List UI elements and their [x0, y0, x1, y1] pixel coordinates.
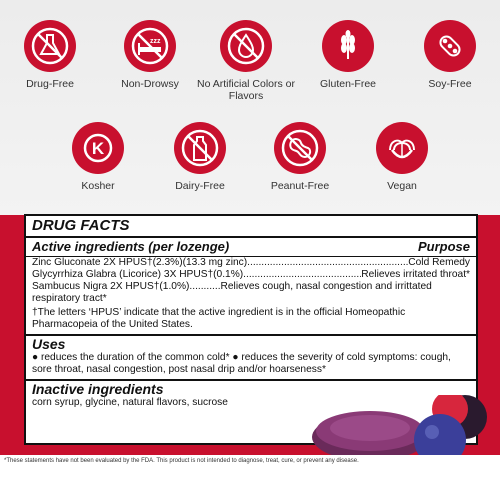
- drop-icon: [226, 26, 266, 66]
- leaf-icon: [382, 128, 422, 168]
- milk-bottle-icon: [180, 128, 220, 168]
- hpus-note: †The letters ‘HPUS’ indicate that the active ingredient is in the official Homeopathic Pharmacopeia of the United States.: [32, 307, 406, 330]
- inactive-ingredients-text: corn syrup, glycine, natural flavors, sucrose: [32, 397, 228, 408]
- inactive-ingredients-header: Inactive ingredients: [26, 379, 476, 397]
- active-header-label: Active ingredients (per lozenge): [32, 239, 230, 254]
- svg-text:K: K: [91, 139, 105, 158]
- fda-disclaimer: *These statements have not been evaluated by the FDA. This product is not intended to diagnose, treat, cure, or prevent any disease.: [0, 455, 500, 500]
- badge-label: Soy-Free: [428, 78, 472, 90]
- kosher-k-icon: [78, 128, 118, 168]
- ingredient-row: [32, 269, 470, 281]
- badge-non-drowsy: [100, 20, 200, 90]
- drug-facts-title: DRUG FACTS: [26, 216, 476, 238]
- badge-kosher: [48, 122, 148, 192]
- badge-label: Drug-Free: [26, 78, 74, 90]
- ingredient-row: [32, 257, 470, 269]
- leader-dots: [247, 257, 408, 269]
- sleeping-bed-icon: [130, 26, 170, 66]
- ingredient-row-sambucus: Sambucus Nigra 2X HPUS†(1.0%)...........Relieves cough, nasal congestion and irrittated respiratory tract*: [32, 281, 432, 304]
- active-ingredients-header: [26, 238, 476, 257]
- badge-label: Kosher: [81, 180, 115, 192]
- soybean-icon: [430, 26, 470, 66]
- badge-label: Non-Drowsy: [121, 78, 179, 90]
- badge-label: Dairy-Free: [175, 180, 225, 192]
- badge-vegan: [352, 122, 452, 192]
- badge-gluten-free: [298, 20, 398, 90]
- badge-label: Peanut-Free: [270, 180, 330, 192]
- badge-soy-free: [400, 20, 500, 90]
- badge-peanut-free: [250, 122, 350, 192]
- purpose-header-label: Purpose: [417, 239, 470, 254]
- ingredient-purpose: Cold Remedy: [408, 257, 470, 268]
- badge-label: Gluten-Free: [319, 78, 377, 90]
- badge-no-artificial: [196, 20, 296, 102]
- badge-dairy-free: [150, 122, 250, 192]
- flask-icon: [30, 26, 70, 66]
- ingredient-purpose: Relieves irritated throat*: [361, 269, 470, 280]
- ingredient-name: Zinc Gluconate 2X HPUS†(2.3%)(13.3 mg zinc): [32, 257, 248, 268]
- badge-label: No Artificial Colors or Flavors: [196, 78, 296, 103]
- ingredient-name: Glycyrrhiza Glabra (Licorice) 3X HPUS†(0.1%): [32, 269, 244, 280]
- svg-text:zzz: zzz: [150, 38, 161, 45]
- peanut-icon: [280, 128, 320, 168]
- uses-header: Uses: [26, 334, 476, 352]
- badge-drug-free: [0, 20, 100, 90]
- feature-badges: [0, 0, 500, 210]
- badge-label: Vegan: [387, 180, 417, 192]
- wheat-icon: [328, 26, 368, 66]
- uses-text: ● reduces the duration of the common cold* ● reduces the severity of cold symptoms: cough, sore throat, nasal congestion, post nasal drip and/or hoarseness*: [32, 352, 451, 375]
- leader-dots: [243, 269, 361, 281]
